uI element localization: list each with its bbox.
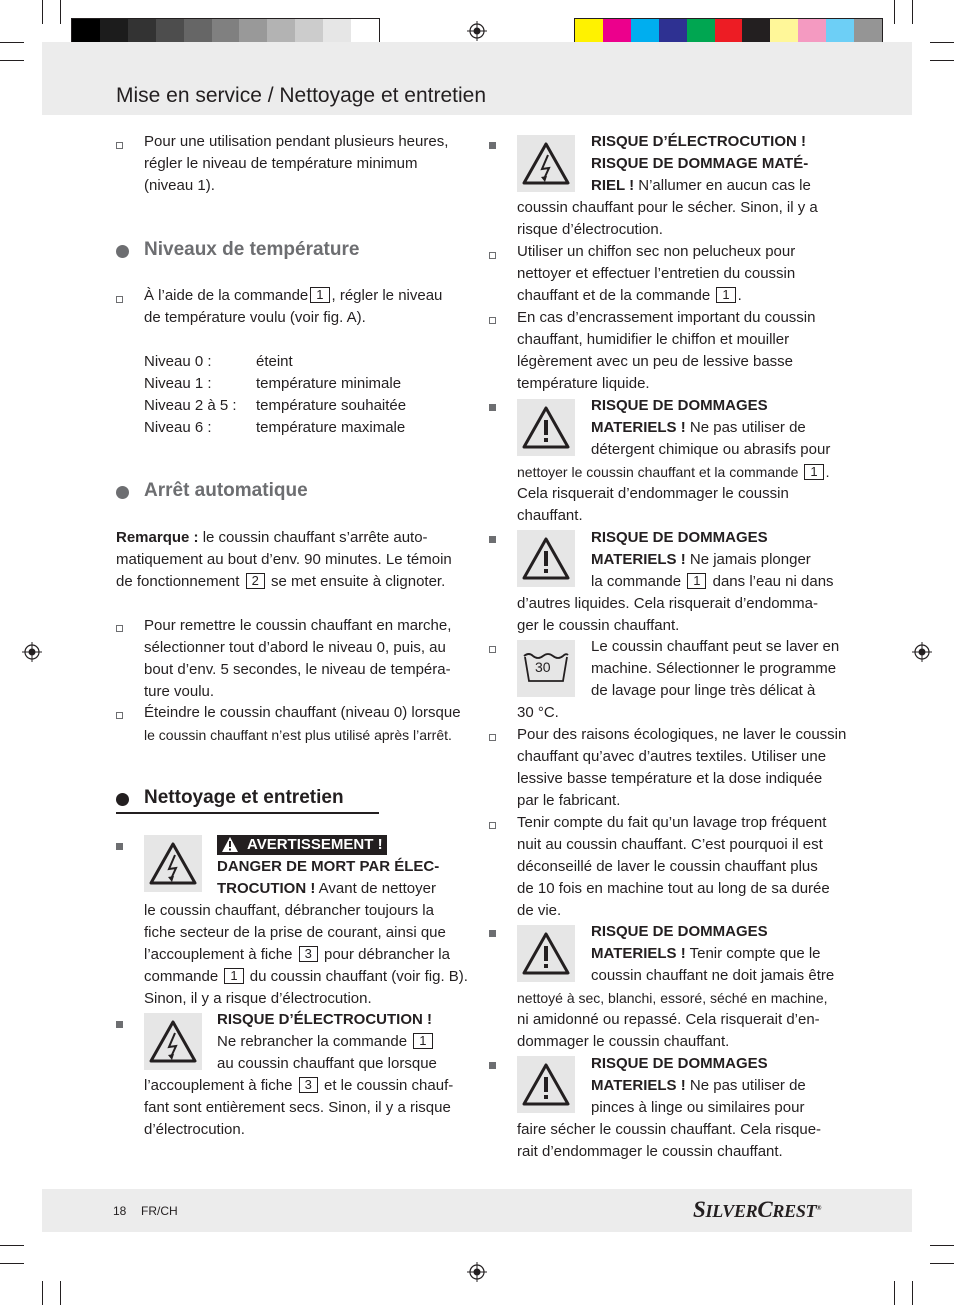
text-line: RISQUE DE DOMMAGES bbox=[591, 1055, 768, 1072]
text-line: par le fabricant. bbox=[517, 792, 621, 809]
text-line: RISQUE D’ÉLECTROCUTION ! bbox=[217, 1011, 433, 1028]
text-line: d’autres liquides. Cela risquerait d’endomma- bbox=[517, 595, 818, 612]
text-line: Ne rebrancher la commande 1 bbox=[217, 1031, 435, 1053]
crop-mark bbox=[0, 42, 24, 43]
square-bullet bbox=[116, 1021, 123, 1028]
text-line: MATERIELS ! Tenir compte que le bbox=[591, 945, 821, 962]
text-line: détergent chimique ou abrasifs pour bbox=[591, 441, 831, 458]
square-bullet bbox=[489, 142, 496, 149]
text-line: Pour des raisons écologiques, ne laver le coussin bbox=[517, 726, 847, 743]
text-line: (niveau 1). bbox=[144, 177, 215, 194]
crop-mark bbox=[912, 1281, 913, 1305]
text-line: ger le coussin chauffant. bbox=[517, 617, 680, 634]
exclamation-warning-icon bbox=[517, 399, 575, 456]
text-line: RISQUE DE DOMMAGE MATÉ- bbox=[591, 155, 809, 172]
text-line: de 10 fois en machine tout au long de sa durée bbox=[517, 880, 830, 897]
text-line: dommager le coussin chauffant. bbox=[517, 1033, 730, 1050]
crop-mark bbox=[912, 0, 913, 24]
checkbox-bullet bbox=[116, 625, 123, 632]
text-line: régler le niveau de température minimum bbox=[144, 155, 418, 172]
crop-mark bbox=[60, 1281, 61, 1305]
ref-control: 1 bbox=[804, 464, 823, 480]
ref-control: 1 bbox=[310, 287, 329, 303]
level-name: Niveau 6 : bbox=[144, 419, 212, 436]
text-line: lessive basse température et la dose indiquée bbox=[517, 770, 823, 787]
section-bullet bbox=[116, 245, 129, 258]
text-line: la commande 1 dans l’eau ni dans bbox=[591, 573, 834, 590]
crop-mark bbox=[42, 0, 43, 24]
text-line: chauffant, humidifier le chiffon et mouiller bbox=[517, 331, 790, 348]
crop-mark bbox=[930, 1263, 954, 1264]
text-line: coussin chauffant ne doit jamais être bbox=[591, 967, 835, 984]
ref-control: 1 bbox=[716, 287, 735, 303]
square-bullet bbox=[489, 1062, 496, 1069]
text-line: de fonctionnement 2 se met ensuite à clignoter. bbox=[116, 573, 446, 590]
text-line: de vie. bbox=[517, 902, 562, 919]
section-bullet bbox=[116, 793, 129, 806]
square-bullet bbox=[116, 843, 123, 850]
page-number: 18 bbox=[113, 1204, 127, 1218]
registration-mark-icon bbox=[467, 1262, 487, 1282]
text-line: déconseillé de laver le coussin chauffant plus bbox=[517, 858, 818, 875]
crop-mark bbox=[894, 0, 895, 24]
square-bullet bbox=[489, 404, 496, 411]
ref-indicator: 2 bbox=[246, 573, 265, 589]
checkbox-bullet bbox=[116, 142, 123, 149]
text-line: chauffant qu’avec d’autres textiles. Utiliser une bbox=[517, 748, 827, 765]
crop-mark bbox=[930, 42, 954, 43]
crop-mark bbox=[60, 0, 61, 24]
text-line: température liquide. bbox=[517, 375, 650, 392]
crop-mark bbox=[0, 1263, 24, 1264]
ref-coupler: 3 bbox=[299, 946, 318, 962]
text-line: risque d’électrocution. bbox=[517, 221, 663, 238]
registration-mark-icon bbox=[467, 21, 487, 41]
text-line: faire sécher le coussin chauffant. Cela risque- bbox=[517, 1121, 822, 1138]
level-desc: température minimale bbox=[256, 375, 402, 392]
square-bullet bbox=[489, 930, 496, 937]
text-line: légèrement avec un peu de lessive basse bbox=[517, 353, 794, 370]
text-line: rait d’endommager le coussin chauffant. bbox=[517, 1143, 783, 1160]
ref-coupler: 3 bbox=[299, 1077, 318, 1093]
text-line: MATERIELS ! Ne pas utiliser de bbox=[591, 419, 806, 436]
text-line: Le coussin chauffant peut se laver en bbox=[591, 638, 840, 655]
text-line: DANGER DE MORT PAR ÉLEC- bbox=[217, 858, 440, 875]
ref-control: 1 bbox=[224, 968, 243, 984]
crop-mark bbox=[42, 1281, 43, 1305]
section-title-temperature-levels: Niveaux de température bbox=[144, 239, 360, 260]
text-line: l’accouplement à fiche 3 et le coussin chauf- bbox=[144, 1077, 454, 1094]
electric-hazard-icon bbox=[144, 835, 202, 892]
ref-control: 1 bbox=[687, 573, 706, 589]
crop-mark bbox=[0, 60, 24, 61]
text-line: chauffant et de la commande 1 . bbox=[517, 287, 742, 304]
section-title-auto-off: Arrêt automatique bbox=[144, 480, 308, 501]
registration-mark-icon bbox=[22, 642, 42, 662]
crop-mark bbox=[930, 60, 954, 61]
text-line: pinces à linge ou similaires pour bbox=[591, 1099, 805, 1116]
text-line: sélectionner tout d’abord le niveau 0, puis, au bbox=[144, 639, 446, 656]
text-line: RISQUE DE DOMMAGES bbox=[591, 529, 768, 546]
electric-hazard-icon bbox=[144, 1013, 202, 1070]
exclamation-warning-icon bbox=[517, 530, 575, 587]
crop-mark bbox=[0, 1245, 24, 1246]
registration-mark-icon bbox=[912, 642, 932, 662]
checkbox-bullet bbox=[489, 822, 496, 829]
page-title: Mise en service / Nettoyage et entretien bbox=[116, 84, 487, 107]
level-desc: température maximale bbox=[256, 419, 406, 436]
level-name: Niveau 0 : bbox=[144, 353, 212, 370]
text-line: RIEL ! N’allumer en aucun cas le bbox=[591, 177, 811, 194]
section-bullet bbox=[116, 486, 129, 499]
text-line: nettoyer et effectuer l’entretien du coussin bbox=[517, 265, 796, 282]
text-line: l’accouplement à fiche 3 pour débrancher la bbox=[144, 946, 450, 963]
text-line: 30 °C. bbox=[517, 704, 559, 721]
wash-temperature: 30 bbox=[535, 659, 551, 675]
text-line: au coussin chauffant que lorsque bbox=[217, 1055, 437, 1072]
text-line: machine. Sélectionner le programme bbox=[591, 660, 837, 677]
text-line: nettoyer le coussin chauffant et la commande 1 . bbox=[517, 464, 830, 480]
text-line: Utiliser un chiffon sec non pelucheux pour bbox=[517, 243, 796, 260]
page-language: FR/CH bbox=[141, 1204, 178, 1218]
checkbox-bullet bbox=[489, 734, 496, 741]
exclamation-warning-icon bbox=[517, 1056, 575, 1113]
text-line: fiche secteur de la prise de courant, ainsi que bbox=[144, 924, 446, 941]
section-title-cleaning: Nettoyage et entretien bbox=[144, 787, 344, 808]
checkbox-bullet bbox=[489, 646, 496, 653]
text-line: À l’aide de la commande 1 , régler le niveau bbox=[144, 287, 443, 304]
text-line: RISQUE DE DOMMAGES bbox=[591, 397, 768, 414]
checkbox-bullet bbox=[116, 712, 123, 719]
text-line: le coussin chauffant, débrancher toujours la bbox=[144, 902, 434, 919]
electric-hazard-icon bbox=[517, 135, 575, 192]
text-line: de lavage pour linge très délicat à bbox=[591, 682, 816, 699]
text-line: RISQUE DE DOMMAGES bbox=[591, 923, 768, 940]
text-line: Remarque : le coussin chauffant s’arrête auto- bbox=[116, 529, 428, 546]
ref-control: 1 bbox=[413, 1033, 432, 1049]
exclamation-warning-icon bbox=[517, 925, 575, 982]
checkbox-bullet bbox=[489, 252, 496, 259]
silvercrest-logo: SILVERCREST® bbox=[693, 1197, 822, 1222]
text-line: Éteindre le coussin chauffant (niveau 0) lorsque bbox=[144, 704, 461, 721]
text-line: Pour une utilisation pendant plusieurs heures, bbox=[144, 133, 449, 150]
text-line: bout d’env. 5 secondes, le niveau de tempéra- bbox=[144, 661, 451, 678]
text-line: nettoyé à sec, blanchi, essoré, séché en machine, bbox=[517, 990, 828, 1006]
text-line: MATERIELS ! Ne pas utiliser de bbox=[591, 1077, 806, 1094]
text-line: de température voulu (voir fig. A). bbox=[144, 309, 366, 326]
checkbox-bullet bbox=[116, 296, 123, 303]
level-name: Niveau 2 à 5 : bbox=[144, 397, 237, 414]
text-line: Cela risquerait d’endommager le coussin bbox=[517, 485, 789, 502]
heading-underline bbox=[116, 812, 379, 814]
text-line: d’électrocution. bbox=[144, 1121, 245, 1138]
warning-badge: AVERTISSEMENT ! bbox=[217, 835, 387, 855]
checkbox-bullet bbox=[489, 317, 496, 324]
text-line: nuit au coussin chauffant. C’est pourquoi il est bbox=[517, 836, 823, 853]
level-desc: éteint bbox=[256, 353, 293, 370]
text-line: coussin chauffant pour le sécher. Sinon, il y a bbox=[517, 199, 818, 216]
text-line: chauffant. bbox=[517, 507, 583, 524]
text-line: matiquement au bout d’env. 90 minutes. Le témoin bbox=[116, 551, 452, 568]
level-name: Niveau 1 : bbox=[144, 375, 212, 392]
square-bullet bbox=[489, 536, 496, 543]
text-line: En cas d’encrassement important du coussin bbox=[517, 309, 816, 326]
text-line: ture voulu. bbox=[144, 683, 215, 700]
crop-mark bbox=[894, 1281, 895, 1305]
crop-mark bbox=[930, 1245, 954, 1246]
text-line: le coussin chauffant n’est plus utilisé après l’arrêt. bbox=[144, 727, 452, 743]
text-line: MATERIELS ! Ne jamais plonger bbox=[591, 551, 811, 568]
text-line: Sinon, il y a risque d’électrocution. bbox=[144, 990, 372, 1007]
wash-30-icon bbox=[517, 640, 575, 697]
text-line: TROCUTION ! Avant de nettoyer bbox=[217, 880, 436, 897]
text-line: commande 1 du coussin chauffant (voir fig. B). bbox=[144, 968, 468, 985]
text-line: ni amidonné ou repassé. Cela risquerait d’en- bbox=[517, 1011, 820, 1028]
text-line: Tenir compte du fait qu’un lavage trop fréquent bbox=[517, 814, 827, 831]
text-line: Pour remettre le coussin chauffant en marche, bbox=[144, 617, 452, 634]
text-line: RISQUE D’ÉLECTROCUTION ! bbox=[591, 133, 807, 150]
level-desc: température souhaitée bbox=[256, 397, 407, 414]
text-line: fant sont entièrement secs. Sinon, il y a risque bbox=[144, 1099, 451, 1116]
